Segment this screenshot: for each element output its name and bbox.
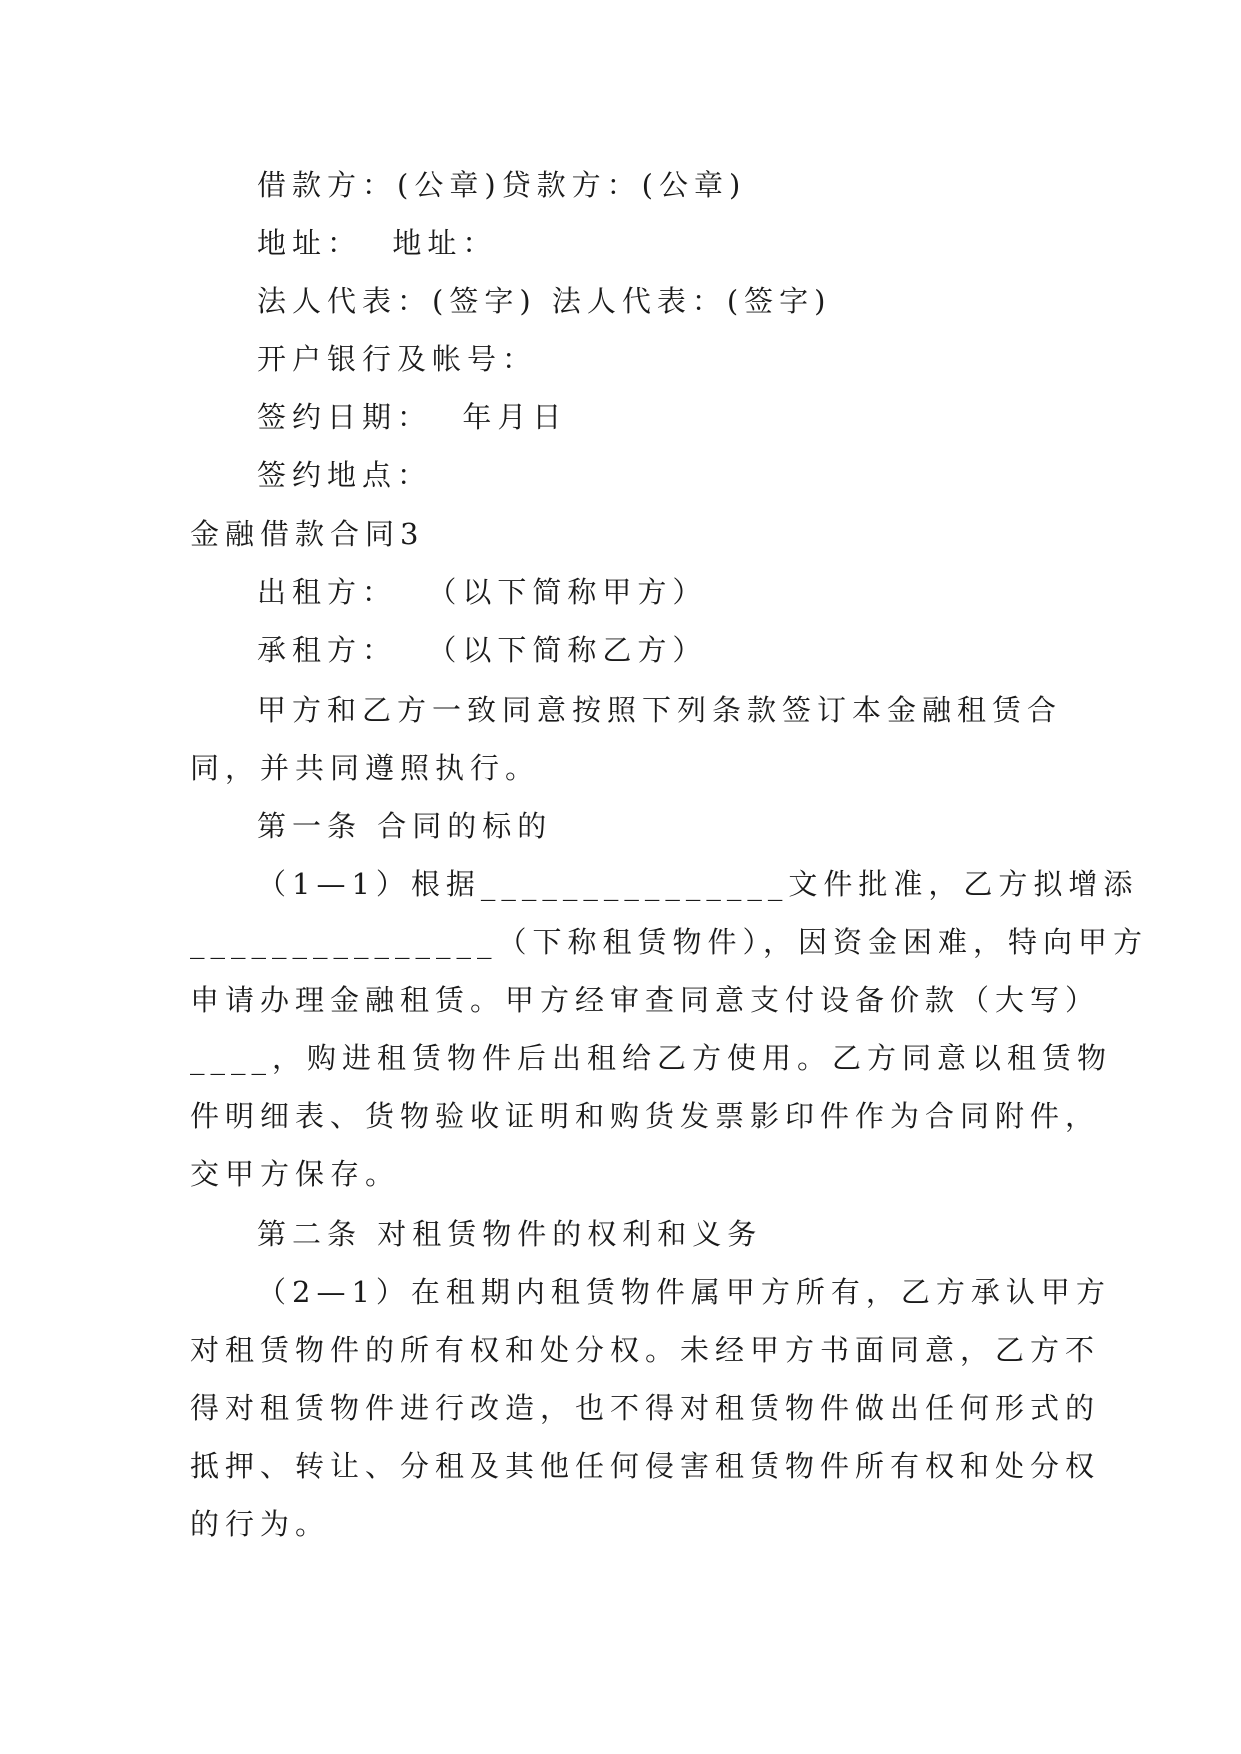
clause-1-1-line-5: 件明细表、货物验收证明和购货发票影印件作为合同附件， xyxy=(190,1099,1101,1133)
paragraph-intro-line-1: 甲方和乙方一致同意按照下列条款签订本金融租赁合 xyxy=(257,693,1063,727)
borrower-lender-seal-line: 借款方：(公章)贷款方：(公章) xyxy=(257,168,747,202)
legal-representative-line: 法人代表：(签字) 法人代表：(签字) xyxy=(257,284,832,318)
signing-place-line: 签约地点： xyxy=(257,458,433,492)
paragraph-intro-line-2: 同，并共同遵照执行。 xyxy=(190,751,541,785)
signing-date-line: 签约日期： 年月日 xyxy=(257,400,568,434)
clause-2-1-line-3: 得对租赁物件进行改造，也不得对租赁物件做出任何形式的 xyxy=(190,1391,1101,1425)
clause-2-1-line-5: 的行为。 xyxy=(190,1507,331,1541)
clause-1-1-line-4: ____，购进租赁物件后出租给乙方使用。乙方同意以租赁物 xyxy=(190,1041,1113,1075)
bank-account-line: 开户银行及帐号： xyxy=(257,342,538,376)
clause-1-1-line-3: 申请办理金融租赁。甲方经审查同意支付设备价款（大写） xyxy=(190,983,1101,1017)
lessee-line: 承租方： （以下简称乙方） xyxy=(257,633,708,667)
lessor-line: 出租方： （以下简称甲方） xyxy=(257,575,708,609)
article-1-heading: 第一条 合同的标的 xyxy=(257,809,553,843)
address-line: 地址： 地址： xyxy=(257,226,498,260)
clause-1-1-line-2: _______________（下称租赁物件），因资金困难，特向甲方 xyxy=(190,925,1149,959)
clause-2-1-line-2: 对租赁物件的所有权和处分权。未经甲方书面同意，乙方不 xyxy=(190,1333,1101,1367)
section-title: 金融借款合同3 xyxy=(190,517,425,551)
clause-2-1-line-1: （2—1）在租期内租赁物件属甲方所有，乙方承认甲方 xyxy=(257,1275,1111,1309)
clause-2-1-line-4: 抵押、转让、分租及其他任何侵害租赁物件所有权和处分权 xyxy=(190,1449,1101,1483)
article-2-heading: 第二条 对租赁物件的权利和义务 xyxy=(257,1217,763,1251)
clause-1-1-line-6: 交甲方保存。 xyxy=(190,1157,401,1191)
clause-1-1-line-1: （1—1）根据_______________文件批准，乙方拟增添 xyxy=(257,867,1139,901)
